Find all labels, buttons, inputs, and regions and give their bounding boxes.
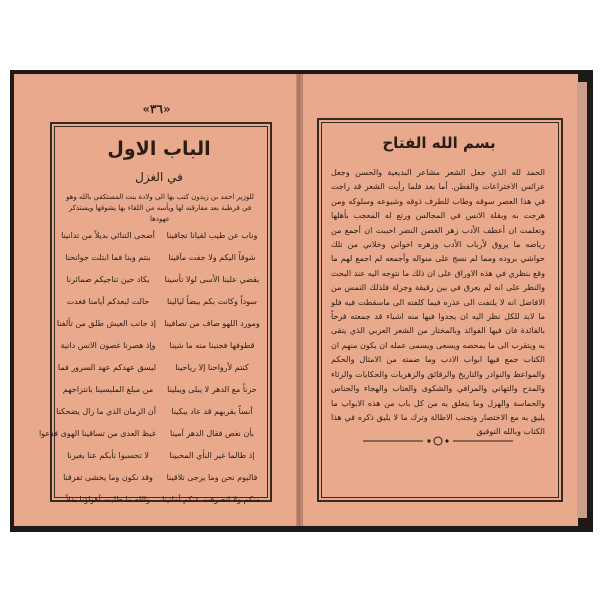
hemistich-left: فاليوم نحن وما يرجى تلاقينا [166, 472, 258, 482]
hemistich-right: لا تحسبوا نأيكم عنا يغيرنا [67, 450, 149, 460]
verse-line [56, 312, 260, 334]
hemistich-left: سوداً وكانت بكم بيضاً ليالينا [167, 296, 257, 306]
left-page [14, 74, 300, 526]
hemistich-right: وإذ هصرنا غصون الانس دانية [60, 340, 156, 350]
right-page [302, 74, 578, 526]
hemistich-left: ومورد اللهو صاف من تصافينا [164, 318, 260, 328]
hemistich-left: وناب عن طيب لقيانا تجافينا [166, 230, 258, 240]
verse-line [60, 224, 260, 246]
hemistich-left: منكم ولا انصرفت عنكم أمانينا [162, 494, 260, 504]
hemistich-left: يقضي علينا الأسى لولا تأسينا [164, 274, 260, 284]
verse-line [60, 466, 260, 488]
chapter-subtitle: في الغزل [135, 170, 183, 184]
hemistich-left: حزناً مع الدهر لا يبلى ويبلينا [167, 384, 257, 394]
poem-verses [38, 224, 260, 510]
hemistich-right: بنتم وبنا فما ابتلت جوانحنا [65, 252, 151, 262]
hemistich-right: غيظ العدى من تساقينا الهوى فدعوا [38, 428, 156, 438]
verse-line [60, 290, 260, 312]
hemistich-right: إذ جانب العيش طلق من تألفنا [56, 318, 156, 328]
hemistich-right: أن الزمان الذي ما زال يضحكنا [56, 406, 156, 416]
chapter-intro: للوزير احمد بن زيدون كتب بها الى ولادة بنت المستكفي بالله وهو في قرطبة بعد مفارقته لها ويأسه من اللقاء بها يشوقها ويستذكر عهودها [66, 193, 254, 223]
verse-line [60, 488, 260, 510]
divider-ornament [363, 434, 513, 448]
hemistich-left: بأن نغص فقال الدهر آمينا [170, 428, 254, 438]
verse-line [60, 334, 260, 356]
hemistich-left: شوقاً اليكم ولا جفت مآقينا [168, 252, 256, 262]
hemistich-right: والله ما طلبت أهواؤنا بدلاً [66, 494, 150, 504]
hemistich-left: إذ طالما غير النأي المحبينا [169, 450, 255, 460]
verse-line [38, 422, 260, 444]
hemistich-left: أنساً بقربهم قد عاد يبكينا [171, 406, 253, 416]
hemistich-right: يكاد حين تناجيكم ضمائرنا [66, 274, 150, 284]
chapter-title: الباب الاول [107, 138, 211, 160]
verse-line [60, 246, 260, 268]
page-number: «٣٦» [142, 102, 171, 116]
verse-line [60, 444, 260, 466]
open-book [10, 70, 593, 532]
hemistich-left: كنتم لأرواحنا إلا رياحينا [175, 362, 249, 372]
hemistich-right: ليسق عهدكم عهد السرور فما [57, 362, 156, 372]
preface-text: الحمد لله الذي جعل الشعر مشاعر البديعية والحسن وجعل عرائس الاختراعات والفطن. أما بعد فلما رأيت الشعر قد راجت في هذا العصر سوقه وطاب للطرف ذوقه وشيوعه وسلوكه ومن هرجت به وبقلة الانس في المجالس ورتع له المعجب بأهلها وتعلمت ان أعطف الأدب زهر الغصن النضر احببت ان أجمع من رياضه ما يروق لأرباب الأدب وزهره اخواني وخلاني من تلك حواشي بروده ومما لم نسج على منواله وأجمعه لم اجمع لهم ما وقع بنظري في هذه الاوراق على ان ذلك ما نتوجه اليه عند البحث والنظر على انه لم يعرق في بين رقيقة وجزلة فلذلك التمس من الافاضل انه لا يلتفت الى عذره فيما كلفته الى ماسقطت فيه فلو ما لابد للكل نظر اليه ان يجدوا فيها منه اشياء قد جمعته فرحاً بالفائدة فان فيها الفوائد وبالمختار من الشعر العربي الذي يتقى به ويتقرب الى ما يمحصه ويسعى ويسمى عمله ان يكون منهم ان الكتاب جمع فيها ابواب الادب وما ضمته من الامثال والحكم والمواعظ والنوادر والتاريخ والرقائق والزهريات والحكايات والرثاء والمدح والتهاني والمرافي والشكوى والعتاب والهجاء والجناس والحماسة والهزل وما يتعلق به من كل باب من هذه الابواب ما يليق به مع الاختصار وتجنب الاطالة وترك ما لا يليق ذكره في هذا الكتاب وبالله التوفيق [331, 168, 545, 437]
hemistich-left: قطوفها فجنينا منه ما شينا [169, 340, 255, 350]
page-edges [577, 82, 587, 518]
hemistich-right: حالت لبعدكم أيامنا فغدت [66, 296, 150, 306]
hemistich-right: أضحى التنائي بديلاً من تدانينا [61, 230, 155, 240]
verse-line [57, 356, 260, 378]
hemistich-right: وقد نكون وما يخشى تفرقنا [63, 472, 153, 482]
verse-line [60, 378, 260, 400]
verse-line [60, 268, 260, 290]
verse-line [56, 400, 260, 422]
hemistich-right: من مبلغ الملبسينا بانتزاحهم [62, 384, 154, 394]
basmala-heading: بسم الله الفتاح [382, 134, 496, 152]
